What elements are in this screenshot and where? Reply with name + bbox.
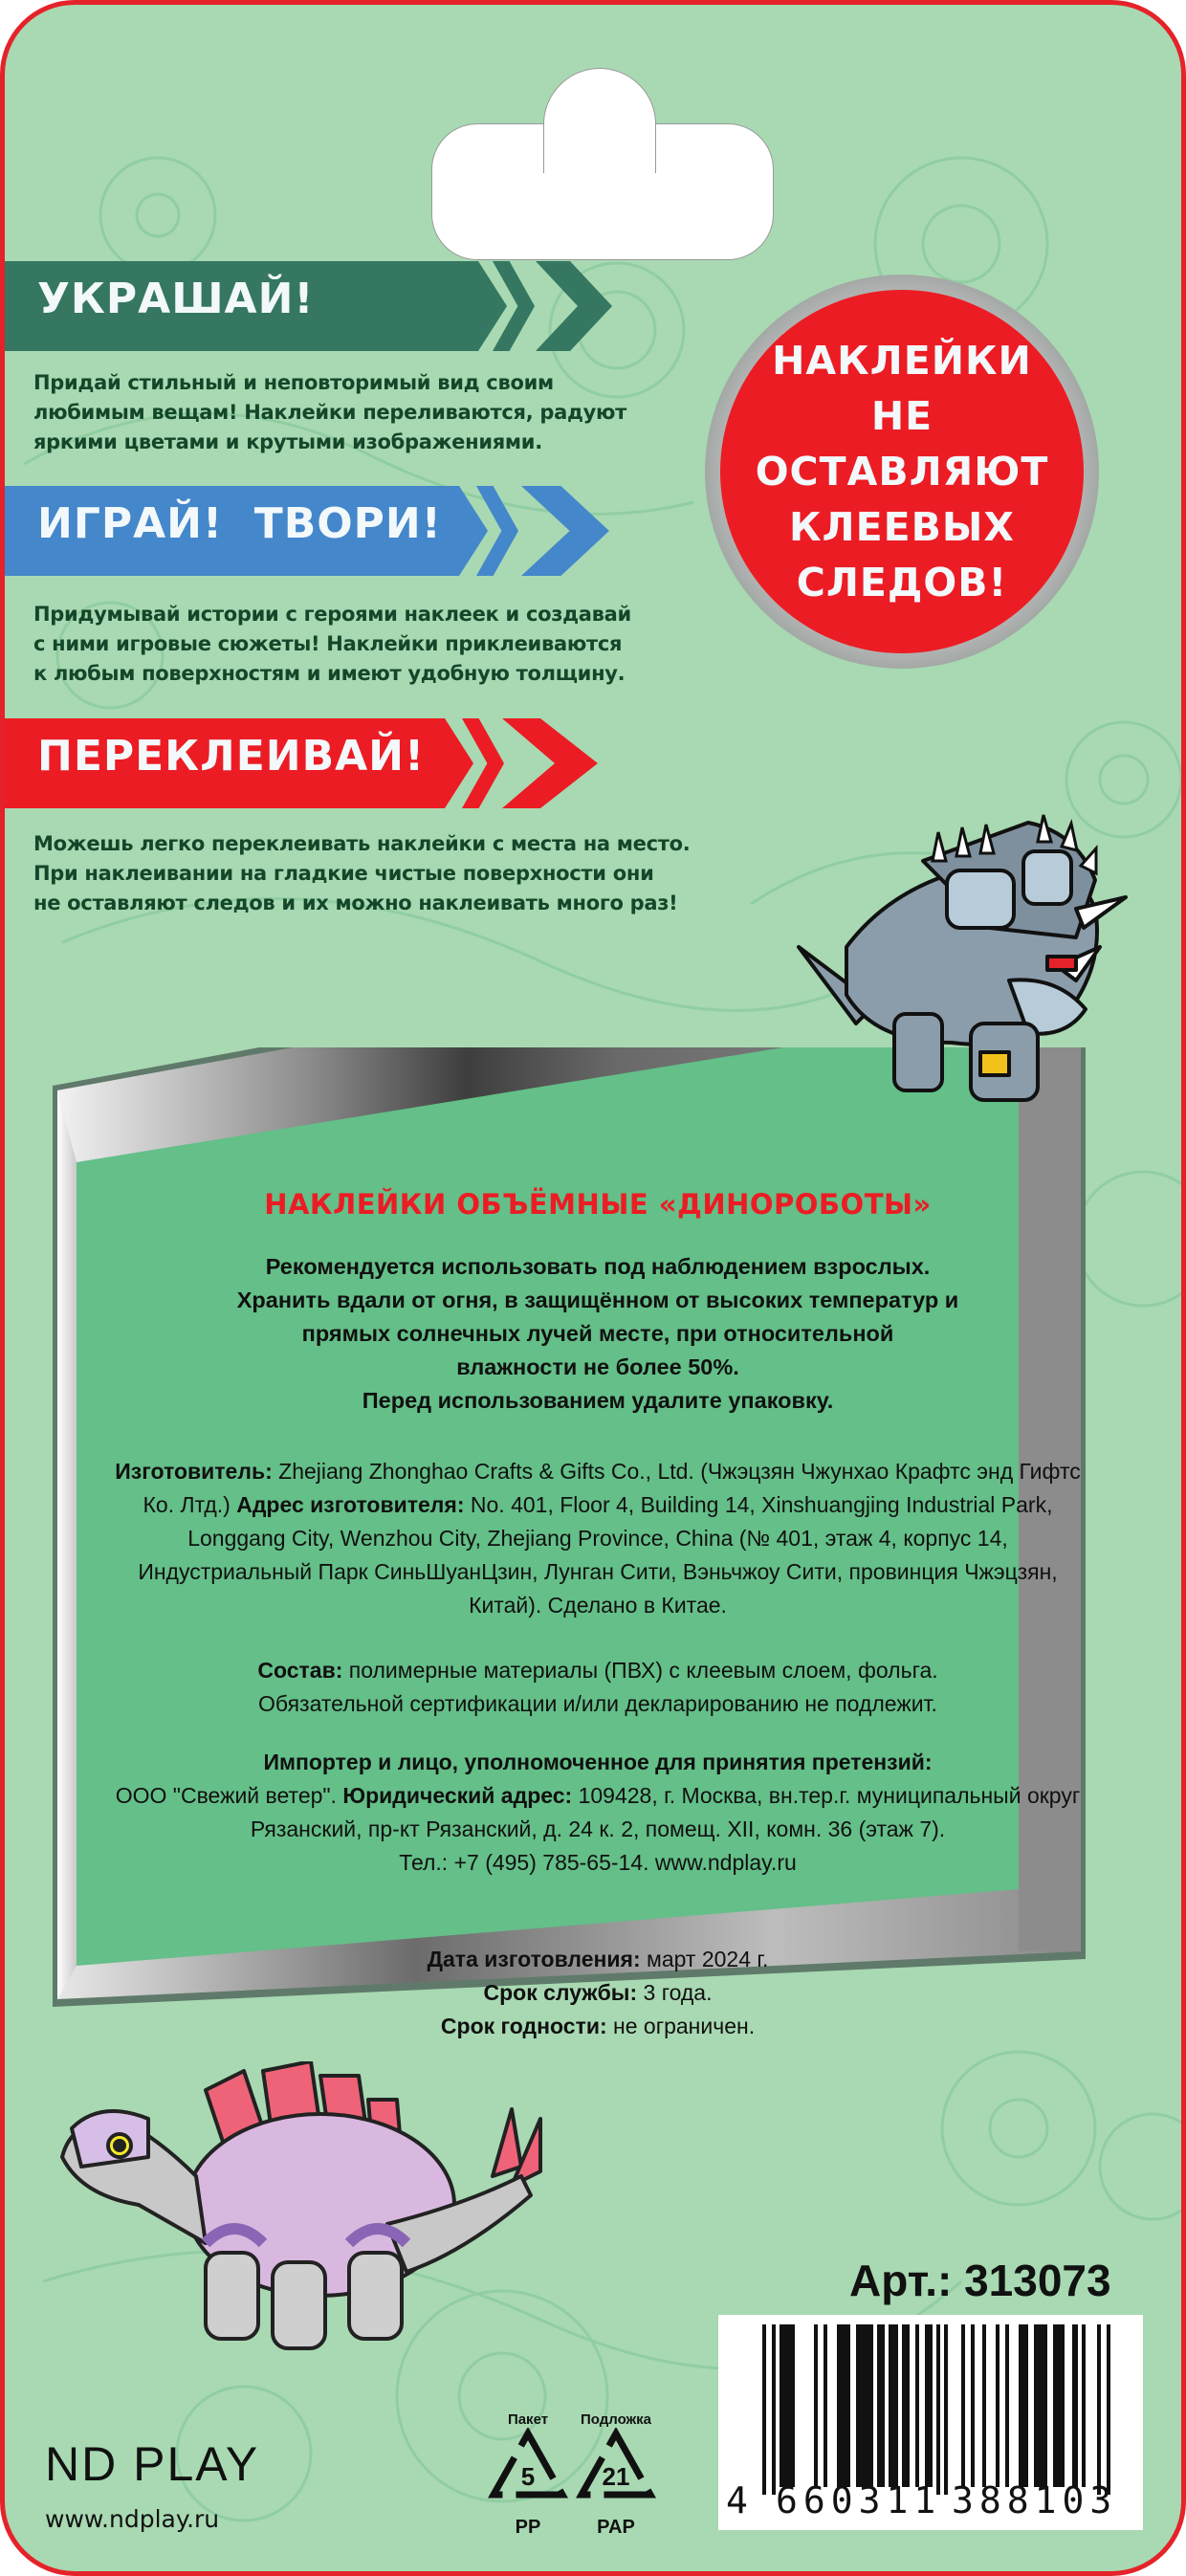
manufacturer-info: [110, 1455, 1086, 1622]
text-line: При наклеивании на гладкие чистые поверхности они: [33, 862, 654, 885]
recycle-caption: Пакет: [507, 2411, 549, 2428]
composition-info: [91, 1654, 1105, 1721]
svg-text:21: 21: [602, 2462, 630, 2491]
svg-text:5: 5: [520, 2462, 536, 2491]
importer-info: [110, 1746, 1086, 1880]
feature-description: [33, 600, 631, 689]
recycle-caption: Подложка: [580, 2411, 652, 2428]
composition-label: Состав:: [257, 1658, 343, 1683]
barcode-bars: [718, 2323, 1143, 2495]
chevron-icon: [502, 718, 598, 808]
website-url[interactable]: www.ndplay.ru: [45, 2505, 220, 2533]
text-line: Придумывай истории с героями наклеек и создавай: [33, 603, 631, 626]
recycle-code: PAP: [597, 2517, 635, 2538]
feature-banner-decorate: [5, 261, 617, 351]
warning-line: прямых солнечных лучей месте, при относительной: [301, 1321, 894, 1346]
service-life-value: 3 года.: [643, 1980, 713, 2005]
importer-label: Импортер и лицо, уполномоченное для принятия претензий:: [263, 1750, 933, 1774]
ean13-barcode: [718, 2315, 1143, 2530]
stegosaurus-robot-illustration: [43, 2061, 560, 2358]
legal-address-label: Юридический адрес:: [342, 1783, 573, 1808]
legal-address-value: 109428, г. Москва, вн.тер.г. муниципальный округ Рязанский, пр-кт Рязанский, д. 24 к. 2, помещ. XII, комн. 36 (этаж 7).: [250, 1783, 1081, 1841]
article-number: Арт.: 313073: [849, 2256, 1111, 2305]
feature-description: [33, 829, 690, 918]
dates-info: [91, 1943, 1105, 2043]
badge-line: КЛЕЕВЫХ: [789, 504, 1015, 550]
text-line: Можешь легко переклеивать наклейки с места на место.: [33, 832, 691, 855]
barcode-left-group: 660311: [776, 2479, 942, 2521]
recycle-symbol-backing: [563, 2411, 669, 2539]
recycle-triangle-icon: [576, 2428, 656, 2512]
manufacture-date-label: Дата изготовления:: [427, 1947, 641, 1971]
safety-warnings: [91, 1250, 1105, 1418]
text-line: не оставляют следов и их можно наклеивать много раз!: [33, 892, 678, 914]
feature-description: [33, 368, 626, 457]
barcode-right-group: 388103: [952, 2479, 1118, 2521]
text-line: любимым вещам! Наклейки переливаются, радуют: [33, 401, 627, 424]
triceratops-robot-illustration: [789, 804, 1133, 1119]
recycle-code: PP: [515, 2517, 541, 2538]
manufacture-date-value: март 2024 г.: [647, 1947, 769, 1971]
barcode-first-digit: 4: [726, 2479, 748, 2521]
chevron-icon: [521, 486, 609, 576]
text-line: к любым поверхностям и имеют удобную толщину.: [33, 662, 626, 685]
recycle-triangle-icon: [488, 2428, 568, 2512]
manufacturer-address-value: No. 401, Floor 4, Building 14, Xinshuangjing Industrial Park, Longgang City, Wenzhou City, Zhejiang Province, China (№ 401, этаж 4, корпус 14, Индустриальный Парк СиньШуанЦзин, Лунган Сити, Вэньчжоу Сити, провинция Чжэцзян, Китай). Сделано в Китае.: [138, 1492, 1058, 1618]
ndplay-logo: ND PLAY: [45, 2437, 260, 2491]
manufacturer-address-label: Адрес изготовителя:: [236, 1492, 465, 1517]
chevron-icon: [536, 261, 612, 351]
manufacturer-label: Изготовитель:: [115, 1459, 273, 1484]
importer-name: ООО "Свежий ветер".: [115, 1783, 337, 1808]
warning-line: влажности не более 50%.: [456, 1354, 739, 1379]
composition-value: полимерные материалы (ПВХ) с клеевым слоем, фольга.: [348, 1658, 938, 1683]
badge-line: НЕ ОСТАВЛЯЮТ: [755, 393, 1049, 495]
warning-line: Рекомендуется использовать под наблюдением взрослых.: [265, 1254, 931, 1279]
feature-banner-play-create: [5, 486, 617, 576]
service-life-label: Срок службы:: [483, 1980, 638, 2005]
certification-note: Обязательной сертификации и/или декларированию не подлежит.: [258, 1691, 937, 1716]
feature-title: ПЕРЕКЛЕИВАЙ!: [37, 732, 426, 781]
feature-title: ИГРАЙ! ТВОРИ!: [37, 499, 442, 548]
warning-line: Хранить вдали от огня, в защищённом от высоких температур и: [236, 1288, 959, 1312]
product-title: НАКЛЕЙКИ ОБЪЁМНЫЕ «ДИНОРОБОТЫ»: [264, 1188, 932, 1221]
shelf-life-label: Срок годности:: [440, 2014, 607, 2038]
no-residue-badge: [720, 290, 1084, 653]
feature-title: УКРАШАЙ!: [37, 275, 315, 323]
badge-line: СЛЕДОВ!: [796, 560, 1008, 605]
text-line: Придай стильный и неповторимый вид своим: [33, 371, 554, 394]
feature-banner-restick: [5, 718, 617, 808]
text-line: с ними игровые сюжеты! Наклейки приклеиваются: [33, 632, 623, 655]
shelf-life-value: не ограничен.: [613, 2014, 756, 2038]
badge-line: НАКЛЕЙКИ: [772, 338, 1032, 384]
warning-line: Перед использованием удалите упаковку.: [362, 1388, 834, 1413]
manufacturer-value: Zhejiang Zhonghao Crafts & Gifts Co., Ltd. (Чжэцзян Чжунхао Крафтс энд Гифтс Ко. Лтд.): [143, 1459, 1081, 1517]
contact-line: Тел.: +7 (495) 785-65-14. www.ndplay.ru: [399, 1850, 797, 1875]
text-line: яркими цветами и крутыми изображениями.: [33, 430, 542, 453]
